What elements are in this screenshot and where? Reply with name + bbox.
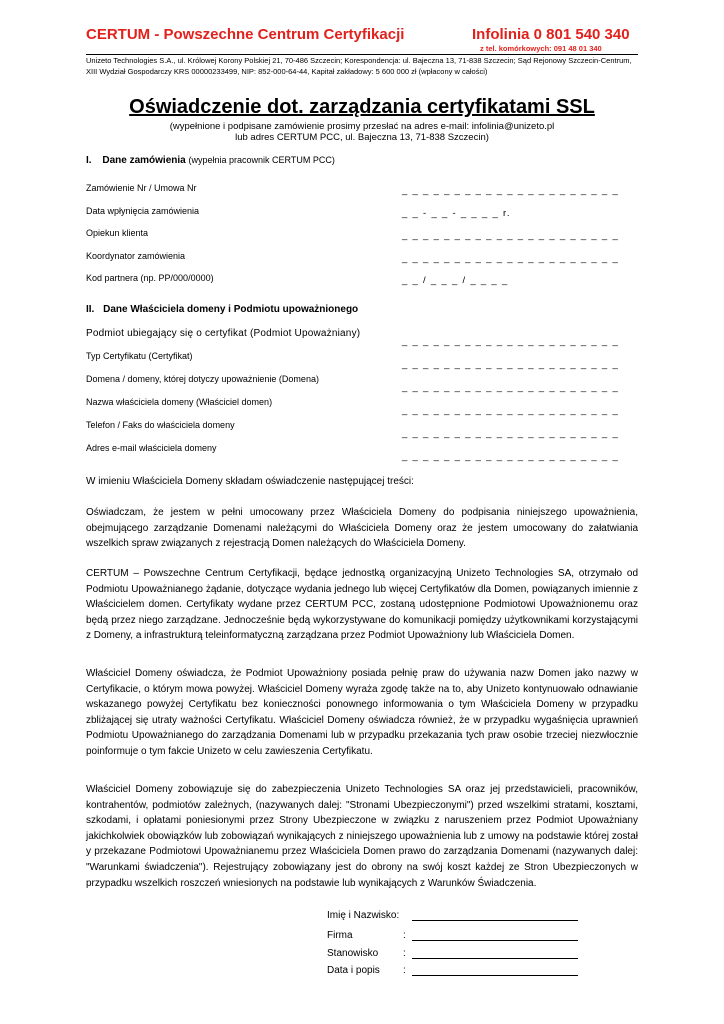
field-label-certificate-type: Typ Certyfikatu (Certyfikat)	[86, 351, 193, 361]
document-subtitle-line2: lub adres CERTUM PCC, ul. Bajeczna 13, 71-838 Szczecin)	[235, 132, 489, 143]
statement-intro: W imieniu Właściciela Domeny składam oświadczenie następującej treści:	[86, 476, 414, 487]
field-domains-blank[interactable]: _ _ _ _ _ _ _ _ _ _ _ _ _ _ _ _ _ _ _ _ _	[402, 382, 620, 393]
section1-heading	[86, 155, 335, 166]
signature-position-line[interactable]	[412, 958, 578, 959]
section1-number: I.	[86, 155, 92, 166]
statement-paragraph-2: CERTUM – Powszechne Centrum Certyfikacji, będące jednostką organizacyjną Unizeto Technologies SA, otrzymało od Podmiotu Upoważnianego żądanie, dotyczące wydania jednego lub więcej Certyfikatów dla Domen, powiązanych imiennie z Właścicielem domen. Certyfikaty wydane przez CERTUM PCC, zostaną udostępnione Podmiotowi Upoważnionemu oraz będą przez niego zarządzane. Jednocześnie będą wykorzystywane do komunikacji pomiędzy użytkownikami korzystającymi z Domeny, a infrastrukturą teleinformatyczną zarządzana przez Podmiot Upoważniony lub Właściciela Domen.	[86, 568, 638, 642]
field-label-authorized-entity: Podmiot ubiegający się o certyfikat (Podmiot Upoważniany)	[86, 328, 361, 339]
signature-company-colon: :	[403, 930, 406, 941]
signature-position-colon: :	[403, 948, 406, 959]
field-certificate-type-blank[interactable]: _ _ _ _ _ _ _ _ _ _ _ _ _ _ _ _ _ _ _ _ _	[402, 359, 620, 370]
section2-number: II.	[86, 304, 95, 315]
company-address-line2: XIII Wydział Gospodarczy KRS 00000233499, NIP: 852-000-64-44, Kapitał zakładowy: 5 600 000 zł (wpłacony w całości)	[86, 67, 488, 76]
field-label-account-manager: Opiekun klienta	[86, 228, 149, 238]
field-label-partner-code: Kod partnera (np. PP/000/0000)	[86, 273, 214, 283]
document-title: Oświadczenie dot. zarządzania certyfikatami SSL	[129, 96, 595, 118]
signature-company-line[interactable]	[412, 940, 578, 941]
company-address-line1: Unizeto Technologies S.A., ul. Królowej Korony Polskiej 21, 70-486 Szczecin; Korespondencja: ul. Bajeczna 13, 71-838 Szczecin; Sąd Rejonowy Szczecin-Centrum,	[86, 56, 632, 65]
statement-paragraph-3: Właściciel Domeny oświadcza, że Podmiot Upoważniony posiada pełnię praw do używania nazw Domen jako nazwy w Certyfikacie, o którym mowa powyżej. Właściciel Domeny wyraża zgodę także na to, aby Unizeto kontynuowało odnawianie wskazanego powyżej Certyfikatu bez konieczności ponownego informowania o tym Właściciela Domeny w przypadku zbliżającej się utraty ważności Certyfikatu. Właściciel Domeny oświadcza również, że w przypadku wygaśnięcia uprawnień Podmiotu Upoważnianego do zarządzania Domenami lub w przypadku przekazania tych praw osobie trzeciej niezwłocznie poinformuje o tym fakcie Unizeto w celu zawieszenia Certyfikatu.	[86, 668, 638, 757]
hotline: Infolinia 0 801 540 340	[472, 26, 630, 43]
signature-date-label: Data i popis	[327, 965, 380, 976]
field-phone-fax-blank[interactable]: _ _ _ _ _ _ _ _ _ _ _ _ _ _ _ _ _ _ _ _ _	[402, 428, 620, 439]
signature-position-label: Stanowisko	[327, 948, 379, 959]
field-order-number-blank[interactable]: _ _ _ _ _ _ _ _ _ _ _ _ _ _ _ _ _ _ _ _ _	[402, 185, 620, 196]
section2-heading	[86, 304, 358, 315]
field-label-receipt-date: Data wpłynięcia zamówienia	[86, 206, 200, 216]
section1-note: (wypełnia pracownik CERTUM PCC)	[188, 155, 335, 165]
field-label-order-number: Zamówienie Nr / Umowa Nr	[86, 183, 197, 193]
field-account-manager-blank[interactable]: _ _ _ _ _ _ _ _ _ _ _ _ _ _ _ _ _ _ _ _ _	[402, 230, 620, 241]
signature-company-label: Firma	[327, 930, 353, 941]
section2-title: Dane Właściciela domeny i Podmiotu upoważnionego	[103, 304, 359, 315]
field-label-domain-owner: Nazwa właściciela domeny (Właściciel domen)	[86, 397, 273, 407]
signature-name-line[interactable]	[412, 920, 578, 921]
field-partner-code-blank[interactable]: _ _ / _ _ _ / _ _ _ _	[402, 275, 509, 286]
field-authorized-entity-blank[interactable]: _ _ _ _ _ _ _ _ _ _ _ _ _ _ _ _ _ _ _ _ _	[402, 336, 620, 347]
signature-date-line[interactable]	[412, 975, 578, 976]
signature-name-label: Imię i Nazwisko:	[327, 910, 400, 921]
field-label-domains: Domena / domeny, której dotyczy upoważnienie (Domena)	[86, 374, 319, 384]
field-coordinator-blank[interactable]: _ _ _ _ _ _ _ _ _ _ _ _ _ _ _ _ _ _ _ _ _	[402, 253, 620, 264]
company-name: CERTUM - Powszechne Centrum Certyfikacji	[86, 26, 405, 43]
field-owner-email-blank[interactable]: _ _ _ _ _ _ _ _ _ _ _ _ _ _ _ _ _ _ _ _ _	[402, 451, 620, 462]
statement-paragraph-4: Właściciel Domeny zobowiązuje się do zabezpieczenia Unizeto Technologies SA oraz jej przedstawicieli, pracowników, kontrahentów, podmiotów zależnych, (nazywanych dalej: "Stronami Ubezpieczonymi") przed wszelkimi stratami, kosztami, szkodami, i opłatami poniesionymi przez Strony Ubezpieczone w związku z naruszeniem przez Podmiot Upoważniany jakichkolwiek obowiązków lub zobowiązań wynikających z niniejszego upoważnienia lub z umowy na podstawie której został y przekazane Podmiotowi Upoważnianemu przez Właściciela Domen prawo do zarządzania Domenami (nazywanych dalej: "Warunkami świadczenia"). Rejestrujący zobowiązany jest do obrony na swój koszt każdej ze Stron Ubezpieczonych w przypadku wszelkich roszczeń wniesionych na podstawie lub wynikających z Warunków Świadczenia.	[86, 784, 638, 889]
statement-paragraph-1: Oświadczam, że jestem w pełni umocowany przez Właściciela Domeny do podpisania niniejszego upoważnienia, obejmującego zarządzanie Domenami należącymi do Właściciela Domeny oraz że jestem umocowany do załatwiania wszelkich spraw związanych z rejestracją Domen należących do Właściciela Domeny.	[86, 507, 638, 550]
section1-title: Dane zamówienia	[102, 155, 186, 166]
header-divider	[86, 54, 638, 55]
signature-date-colon: :	[403, 965, 406, 976]
field-label-phone-fax: Telefon / Faks do właściciela domeny	[86, 420, 235, 430]
field-domain-owner-blank[interactable]: _ _ _ _ _ _ _ _ _ _ _ _ _ _ _ _ _ _ _ _ _	[402, 405, 620, 416]
mobile-hotline: z tel. komórkowych: 091 48 01 340	[480, 44, 602, 53]
field-receipt-date-blank[interactable]: _ _ - _ _ - _ _ _ _ r.	[402, 208, 511, 219]
field-label-coordinator: Koordynator zamówienia	[86, 251, 186, 261]
field-label-owner-email: Adres e-mail właściciela domeny	[86, 443, 217, 453]
document-subtitle-line1: (wypełnione i podpisane zamówienie prosimy przesłać na adres e-mail: infolinia@unizeto.pl	[169, 121, 555, 132]
